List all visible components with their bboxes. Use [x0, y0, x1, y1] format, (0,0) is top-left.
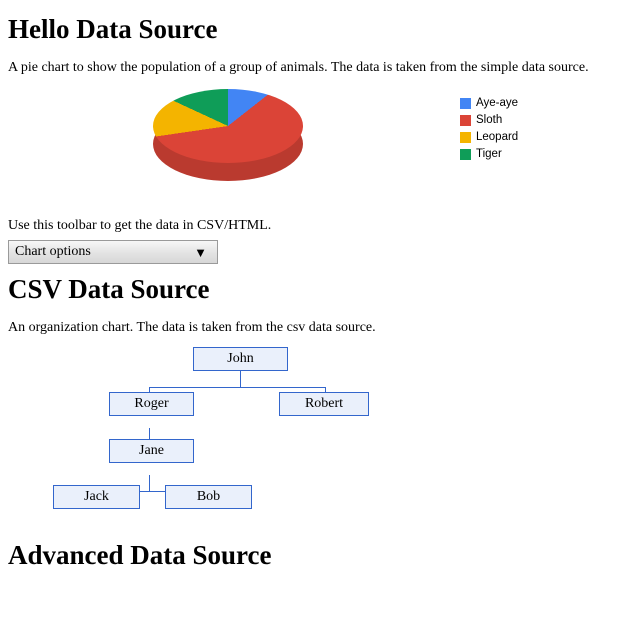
pie-legend: [460, 95, 518, 163]
org-node-label: Roger: [134, 395, 169, 411]
org-edge: [149, 475, 150, 491]
legend-item[interactable]: [460, 146, 518, 163]
org-node-label: Robert: [304, 395, 344, 411]
org-node-label: Jane: [139, 442, 164, 458]
org-node[interactable]: [109, 392, 194, 416]
toolbar-note: Use this toolbar to get the data in CSV/HTML.: [8, 217, 272, 233]
org-node-label: Jack: [84, 488, 109, 504]
org-node-label: Bob: [196, 488, 221, 504]
legend-item[interactable]: [460, 129, 518, 146]
legend-swatch-icon: [460, 98, 471, 109]
legend-swatch-icon: [460, 115, 471, 126]
chart-options-dropdown[interactable]: [8, 240, 218, 264]
legend-swatch-icon: [460, 132, 471, 143]
org-node[interactable]: [165, 485, 252, 509]
pie-slices: [153, 89, 303, 163]
legend-label: Leopard: [476, 130, 519, 143]
org-node[interactable]: [53, 485, 140, 509]
hello-description: A pie chart to show the population of a group of animals. The data is taken from the simple data source.: [8, 60, 589, 75]
legend-swatch-icon: [460, 149, 471, 160]
org-edge: [149, 387, 325, 388]
legend-item[interactable]: [460, 112, 518, 129]
csv-description: An organization chart. The data is taken from the csv data source.: [8, 320, 376, 335]
org-node[interactable]: [109, 439, 194, 463]
org-edge: [240, 371, 241, 387]
pie-chart[interactable]: [153, 89, 313, 199]
chevron-down-icon: ▼: [194, 244, 207, 260]
org-chart: [8, 347, 636, 522]
legend-item[interactable]: [460, 95, 518, 112]
page-title-advanced: Advanced Data Source: [8, 539, 272, 570]
legend-label: Aye-aye: [476, 96, 518, 109]
legend-label: Tiger: [476, 147, 502, 160]
page-title-csv: CSV Data Source: [8, 274, 210, 304]
legend-label: Sloth: [476, 113, 503, 126]
chart-options-label: Chart options: [15, 244, 91, 259]
page-title-hello: Hello Data Source: [8, 14, 218, 44]
org-node[interactable]: [279, 392, 369, 416]
org-node[interactable]: [193, 347, 288, 371]
org-node-label: John: [227, 350, 254, 366]
pie-chart-container: [8, 89, 628, 209]
